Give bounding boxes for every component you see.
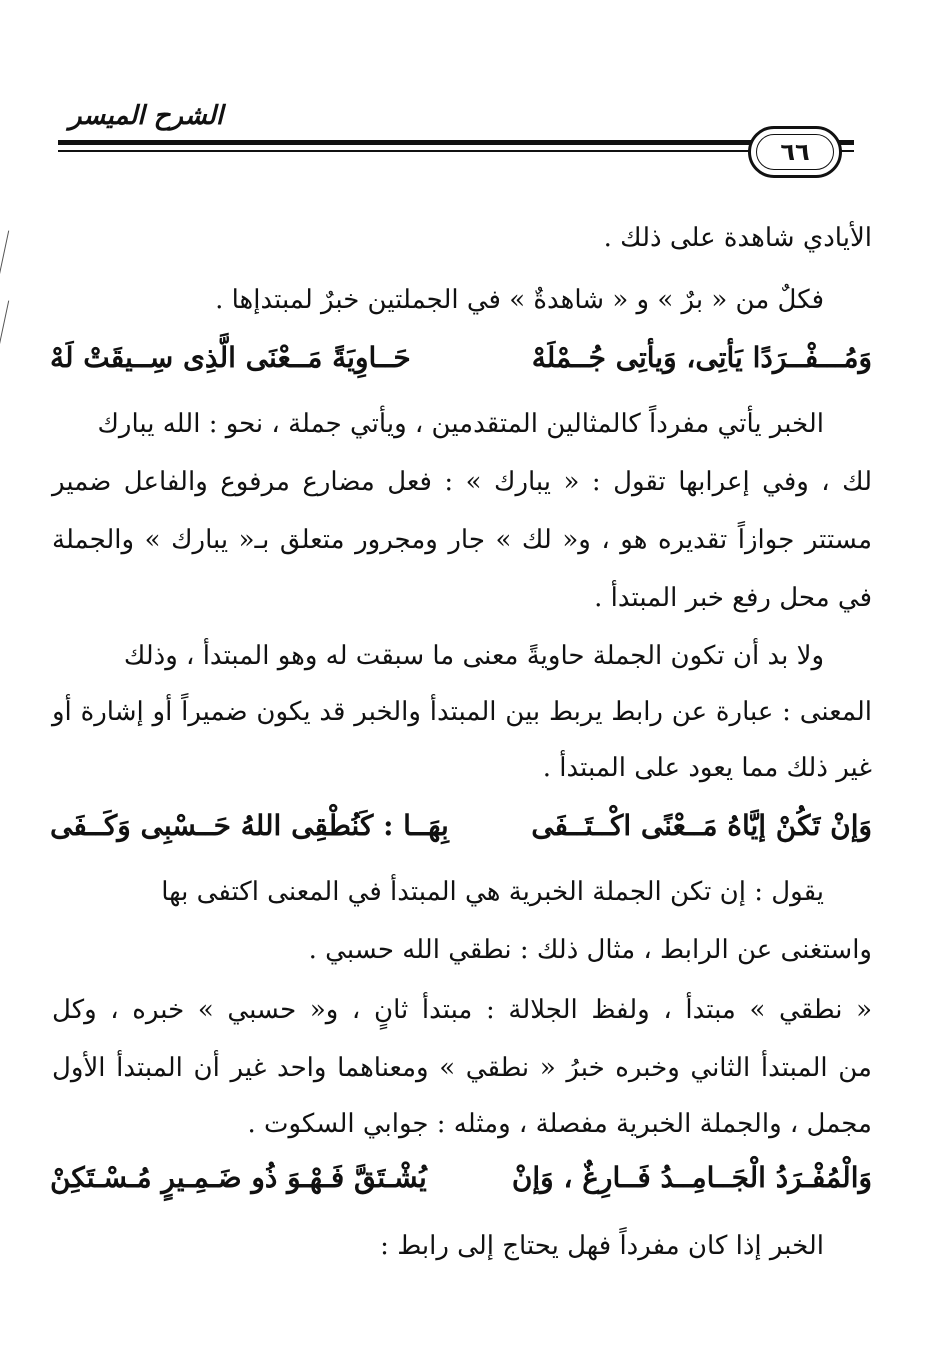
- text-line: واستغنى عن الرابط ، مثال ذلك : نطقي الله حسبي .: [308, 935, 872, 965]
- verse-line: [50, 1156, 872, 1200]
- text-line: ولا بد أن تكون الجملة حاويةً معنى ما سبقت له وهو المبتدأ ، وذلك: [123, 641, 824, 671]
- margin-mark: [0, 231, 9, 290]
- verse-left-hemistich: بِهَــا : كَنُطْقِى اللهُ حَــسْبِى وَكَــفَى: [50, 809, 449, 842]
- header-rule-thick: [58, 140, 854, 145]
- text-line: لك ، وفي إعرابها تقول : « يبارك » : فعل مضارع مرفوع والفاعل ضمير: [52, 467, 872, 497]
- verse-line: [50, 804, 872, 848]
- header-rule-thin: [58, 150, 854, 152]
- text-line: « نطقي » مبتدأ ، ولفظ الجلالة : مبتدأ ثانٍ ، و« حسبي » خبره ، وكل: [52, 995, 872, 1025]
- text-line: فكلٌ من « برٌ » و « شاهدةٌ » في الجملتين خبرٌ لمبتدإها .: [215, 285, 824, 315]
- margin-mark: [0, 301, 9, 360]
- verse-left-hemistich: حَــاوِيَةً مَــعْنَى الَّذِى سِــيقَتْ لَهْ: [50, 341, 411, 374]
- text-line: مجمل ، والجملة الخبرية مفصلة ، ومثله : جوابي السكوت .: [247, 1109, 872, 1139]
- text-line: في محل رفع خبر المبتدأ .: [594, 583, 872, 613]
- text-line: غير ذلك مما يعود على المبتدأ .: [542, 753, 872, 783]
- text-line: مستتر جوازاً تقديره هو ، و« لك » جار ومجرور متعلق بـ« يبارك » والجملة: [52, 525, 872, 555]
- running-title: الشرح الميسر: [68, 101, 224, 131]
- verse-right-hemistich: وَإنْ تَكُنْ إيَّاهُ مَــعْنًى اكْــتَــفَى: [531, 809, 872, 842]
- verse-right-hemistich: وَمُـــفْــرَدًا يَأتِى، وَيأتِى جُــمْلَهْ: [531, 341, 872, 374]
- text-line: المعنى : عبارة عن رابط يربط بين المبتدأ والخبر قد يكون ضميراً أو إشارة أو: [52, 697, 872, 727]
- text-line: الأيادي شاهدة على ذلك .: [603, 223, 872, 253]
- text-line: الخبر إذا كان مفرداً فهل يحتاج إلى رابط :: [380, 1231, 824, 1261]
- text-line: يقول : إن تكن الجملة الخبرية هي المبتدأ في المعنى اكتفى بها: [161, 877, 824, 907]
- verse-line: [50, 336, 872, 380]
- text-line: من المبتدأ الثاني وخبره خبرُ « نطقي » ومعناهما واحد غير أن المبتدأ الأول: [52, 1053, 872, 1083]
- verse-right-hemistich: وَالْمُفْـرَدُ الْجَــامِــدُ فَــارِغٌ ، وَإنْ: [511, 1161, 872, 1194]
- verse-left-hemistich: يُشْـتَقَّ فَـهْـوَ ذُو ضَـمِـيرٍ مُـسْـتَكِنْ: [50, 1161, 427, 1194]
- text-line: الخبر يأتي مفرداً كالمثالين المتقدمين ، ويأتي جملة ، نحو : الله يبارك: [97, 409, 824, 439]
- page-number: ٦٦: [780, 138, 810, 166]
- page-number-badge: [748, 126, 842, 178]
